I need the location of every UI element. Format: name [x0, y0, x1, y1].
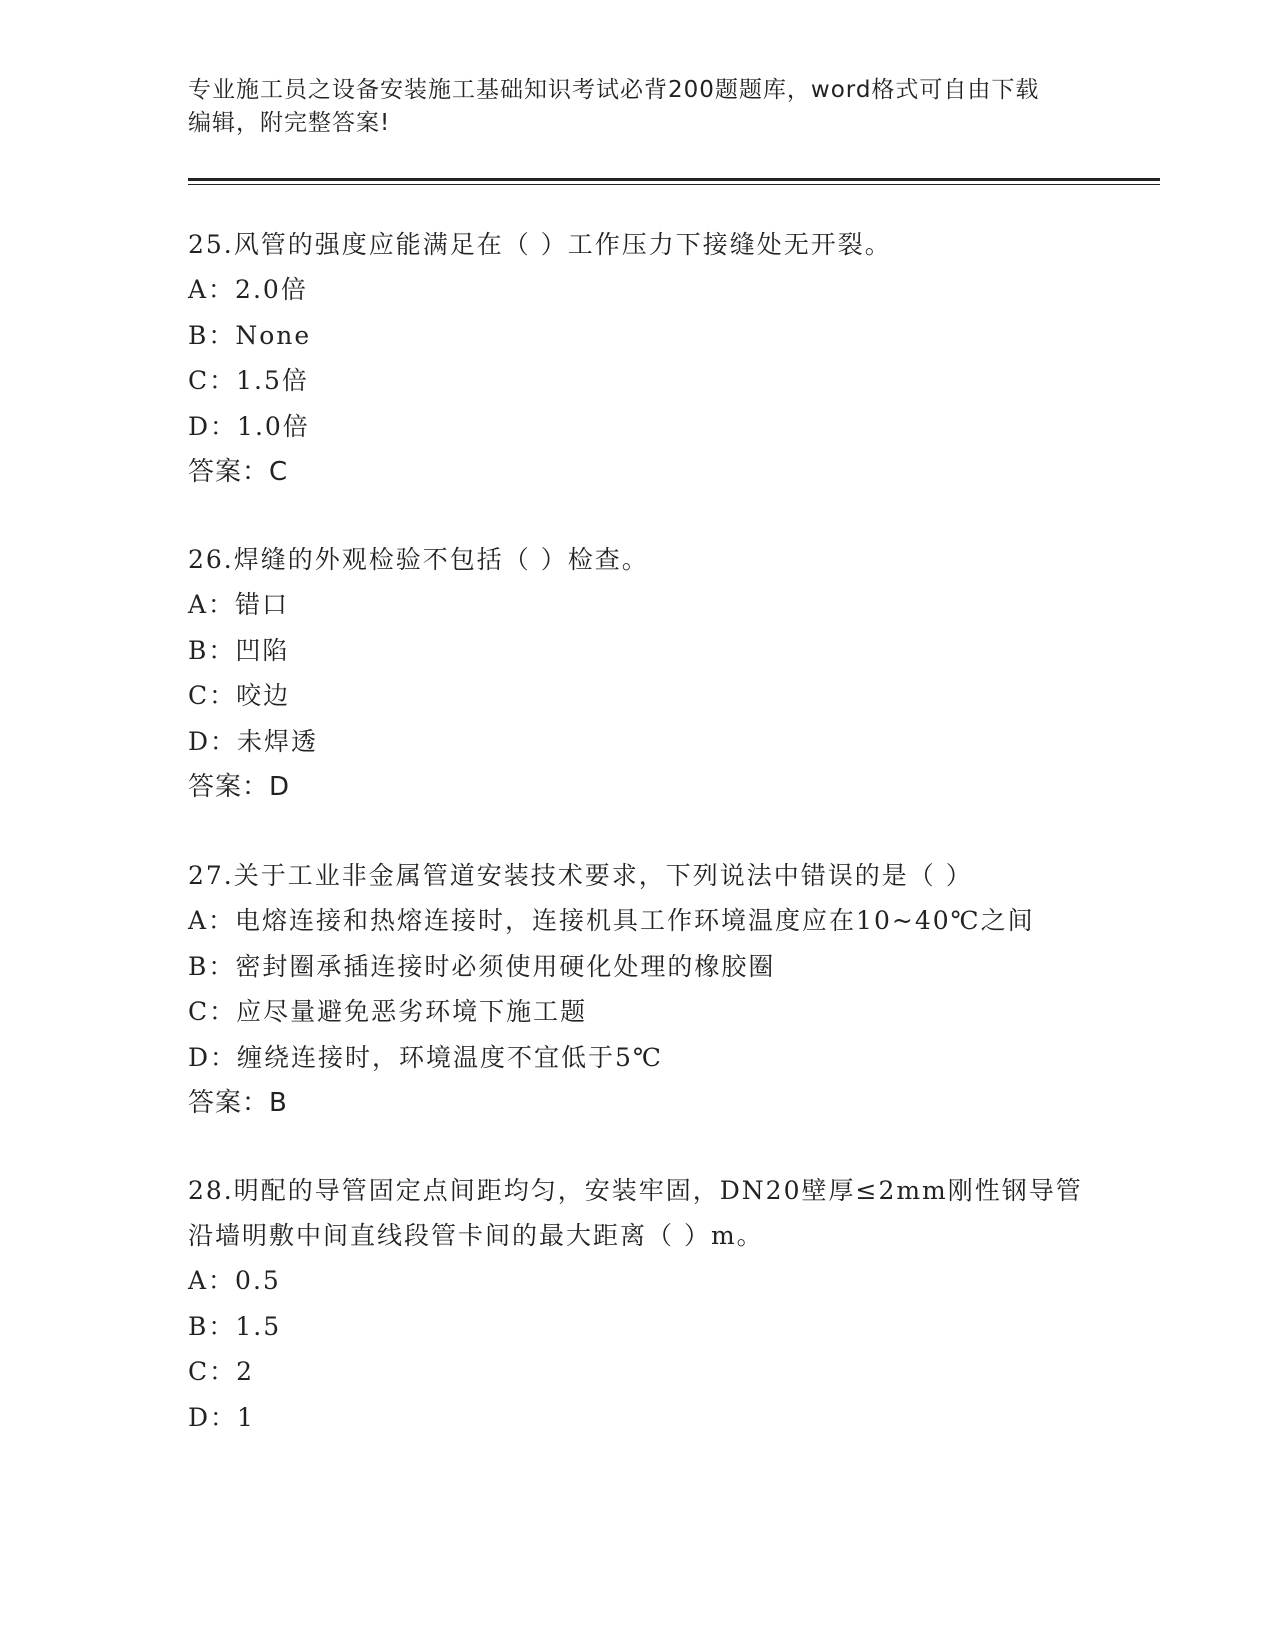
question-26 — [188, 537, 1088, 810]
option-c: C：应尽量避免恶劣环境下施工题 — [188, 997, 588, 1026]
question-27 — [188, 853, 1088, 1126]
question-stem: 26.焊缝的外观检验不包括（ ）检查。 — [188, 545, 649, 574]
header-line-1: 专业施工员之设备安装施工基础知识考试必背200题题库，word格式可自由下载 — [188, 77, 1040, 103]
option-a: A：错口 — [188, 590, 290, 619]
option-c: C：咬边 — [188, 681, 291, 710]
answer: 答案：D — [188, 772, 291, 802]
option-a: A：电熔连接和热熔连接时，连接机具工作环境温度应在10~40℃之间 — [188, 906, 1035, 935]
option-b: B：凹陷 — [188, 635, 290, 665]
option-a: A：2.0倍 — [188, 275, 308, 304]
option-d: D：1.0倍 — [188, 411, 310, 441]
option-b: B：1.5 — [188, 1311, 282, 1341]
answer: 答案：B — [188, 1088, 288, 1118]
option-c: C：1.5倍 — [188, 366, 309, 395]
question-25 — [188, 222, 1088, 495]
option-c: C：2 — [188, 1357, 255, 1386]
header-divider-thin — [188, 184, 1160, 185]
header-line-2: 编辑，附完整答案! — [188, 110, 391, 136]
question-stem: 27.关于工业非金属管道安装技术要求，下列说法中错误的是（ ） — [188, 861, 973, 890]
option-d: D：1 — [188, 1402, 255, 1432]
option-a: A：0.5 — [188, 1266, 281, 1295]
answer: 答案：C — [188, 457, 289, 487]
question-28 — [188, 1168, 1088, 1440]
header-divider-thick — [188, 178, 1160, 181]
option-b: B：密封圈承插连接时必须使用硬化处理的橡胶圈 — [188, 951, 776, 981]
question-stem: 28.明配的导管固定点间距均匀，安装牢固，DN20壁厚≤2mm刚性钢导管沿墙明敷中间直线段管卡间的最大距离（ ）m。 — [188, 1176, 1083, 1250]
document-header — [188, 74, 1088, 140]
question-stem: 25.风管的强度应能满足在（ ）工作压力下接缝处无开裂。 — [188, 230, 892, 259]
option-b: B：None — [188, 320, 312, 350]
option-d: D：缠绕连接时，环境温度不宜低于5℃ — [188, 1042, 663, 1072]
option-d: D：未焊透 — [188, 726, 319, 756]
